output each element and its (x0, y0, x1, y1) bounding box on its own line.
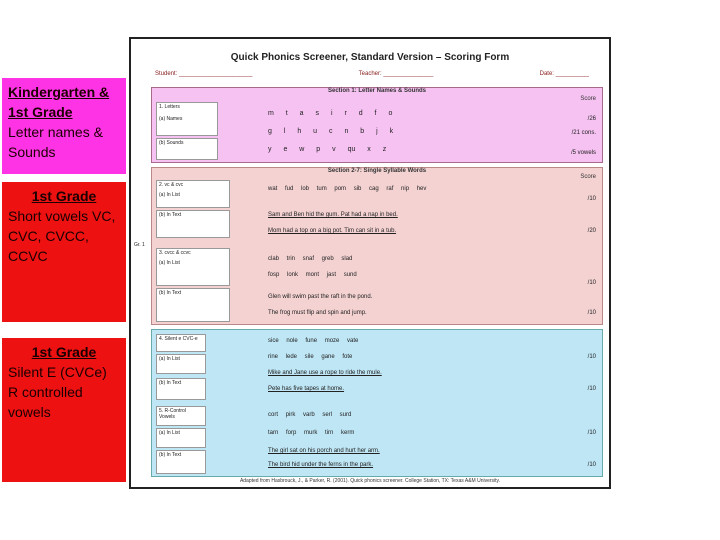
r-control-word-list-2: tarn forp murk tirn kerm (268, 430, 355, 436)
sounds-label: (b) Sounds (156, 138, 218, 160)
cvc-sentence-2: Mom had a top on a big pot. Tim can sit in a tub. (268, 228, 397, 234)
letters-label: 1. Letters (a) Names (156, 102, 218, 136)
letters-row-3: y e w p v qu x z (268, 146, 387, 153)
ccvc-list-points: /10 (587, 280, 596, 286)
r-control-text-points: /10 (587, 462, 596, 468)
silent-e-text-points: /10 (587, 386, 596, 392)
kindergarten-label-box (2, 78, 126, 174)
ccvc-sentence-2: The frog must flip and spin and jump. (268, 310, 367, 316)
first-grade-silent-e-box (2, 338, 126, 482)
letters-vowels-points: /5 vowels (570, 150, 596, 156)
r-control-text-label: (b) In Text (156, 450, 206, 474)
r-control-word-list-1: cort pirk varb serl surd (268, 412, 352, 418)
form-title: Quick Phonics Screener, Standard Version – Scoring Form (230, 52, 510, 63)
section1-score-label: Score (580, 96, 596, 102)
silent-e-label: 4. Silent e CVC-e (156, 334, 206, 352)
section-short-vowels (134, 167, 603, 325)
teacher-field: Teacher: _______________ (358, 71, 434, 77)
first-grade-a-title: 1st Grade (31, 188, 97, 204)
cvc-list-points: /10 (587, 196, 596, 202)
letters-cons-points: /21 cons. (571, 130, 596, 136)
ccvc-word-list-2: fosp lonk mont jast sund (268, 272, 357, 278)
section2-score-label: Score (580, 174, 596, 180)
section1-title: Section 1: Letter Names & Sounds (327, 88, 427, 94)
kindergarten-title: Kindergarten & 1st Grade (8, 84, 110, 120)
letters-row-1: m t a s i r d f o (268, 110, 393, 117)
student-field: Student: ______________________ (155, 71, 253, 77)
silent-e-sentence-1: Mike and Jane use a rope to ride the mule. (268, 370, 382, 376)
cvc-label: 2. vc & cvc (a) In List (156, 180, 230, 208)
r-control-sentence-1: The girl sat on his porch and hurt her arm. (268, 448, 380, 454)
r-control-sentence-2: The bird hid under the ferns in the park. (268, 462, 374, 468)
silent-e-sentence-2: Pete has five tapes at home. (268, 386, 345, 392)
ccvc-sentence-1: Glen will swim past the raft in the pond. (268, 294, 373, 300)
silent-e-word-list-2: rine lede sile gane fote (268, 354, 353, 360)
ccvc-label: 3. cvcc & ccvc (a) In List (156, 248, 230, 286)
silent-e-list-label: (a) In List (156, 354, 206, 374)
form-header-row (155, 71, 589, 77)
kindergarten-text: Letter names & Sounds (8, 124, 103, 160)
silent-e-word-list-1: sice nole fune moze vate (268, 338, 359, 344)
silent-e-list-points: /10 (587, 354, 596, 360)
section-silent-e-r-control (151, 329, 603, 477)
first-grade-b-text: Silent E (CVCe) R controlled vowels (8, 364, 107, 420)
section2-title: Section 2-7: Single Syllable Words (327, 168, 427, 174)
ccvc-word-list-1: clab trin snaf greb slad (268, 256, 353, 262)
r-control-list-label: (a) In List (156, 428, 206, 448)
grade-tag: Gr. 1 (134, 242, 145, 248)
first-grade-a-text: Short vowels VC, CVC, CVCC, CCVC (8, 208, 116, 264)
form-footer: Adapted from Hasbrouck, J., & Parker, R. (2001). Quick phonics screener. College Station, TX: Texas A&M University. (239, 478, 501, 484)
letters-row-2: g l h u c n b j k (268, 128, 394, 135)
scoring-form (129, 37, 611, 489)
r-control-list-points: /10 (587, 430, 596, 436)
letters-names-points: /26 (587, 116, 596, 122)
r-control-label: 5. R-Control Vowels (156, 406, 206, 426)
cvc-text-label: (b) In Text (156, 210, 230, 238)
silent-e-text-label: (b) In Text (156, 378, 206, 400)
section-letters (151, 87, 603, 163)
ccvc-text-label: (b) In Text (156, 288, 230, 322)
ccvc-text-points: /10 (587, 310, 596, 316)
first-grade-b-title: 1st Grade (31, 344, 97, 360)
date-field: Date: __________ (539, 71, 589, 77)
cvc-text-points: /20 (587, 228, 596, 234)
cvc-word-list: wat fud lob tum pom sib cag raf nip hev (268, 186, 427, 192)
first-grade-short-vowels-box (2, 182, 126, 322)
cvc-sentence-1: Sam and Ben hid the gum. Pat had a nap in bed. (268, 212, 398, 218)
